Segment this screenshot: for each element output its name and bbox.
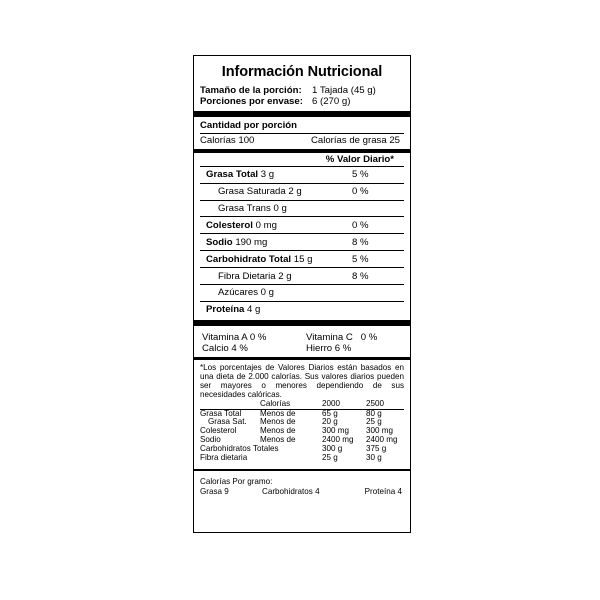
nutrient-name: Fibra Dietaria 2 g [218,270,292,282]
servings-value: 6 (270 g) [312,95,351,107]
medium-divider [194,149,410,153]
vitamin-row-1 [200,332,404,343]
table-row: Colesterol Menos de 300 mg 300 mg [200,426,393,436]
fat-per-gram: Grasa 9 [200,486,229,496]
serving-size-row [200,85,404,96]
calories-per-gram-title: Calorías Por gramo: [200,476,273,486]
table-row: Fibra dietaria 25 g 30 g [200,453,382,463]
nutrient-amount: 190 mg [232,236,268,248]
nutrient-name: Sodio [206,236,233,248]
calories-per-gram-values [200,487,404,497]
nutrient-pct: 0 % [352,219,369,231]
table-row: Carbohidratos Totales 300 g 375 g [200,444,387,454]
nutrient-row-grasa-total [200,166,404,183]
nutrient-name: Carbohidrato Total [206,253,292,265]
serving-size-label: Tamaño de la porción: [200,84,302,96]
label-title: Información Nutricional [221,64,383,80]
servings-per-container-row [200,96,404,107]
table-row: Sodio Menos de 2400 mg 2400 mg [200,435,398,445]
vitamin-c: Vitamina C 0 % [306,331,378,343]
nutrient-row-carbohidrato-total [200,250,404,267]
vitamin-row-2 [200,343,404,354]
calories-from-fat: Calorías de grasa 25 [310,134,400,146]
nutrient-name: Grasa Saturada 2 g [218,186,302,198]
nutrition-facts-label [193,55,411,533]
calories-per-gram [200,477,404,496]
nutrient-row-fibra-dietaria [200,267,404,284]
thick-divider-vitamins [194,320,410,326]
vitamin-a: Vitamina A 0 % [202,331,267,343]
serving-size-value: 1 Tajada (45 g) [312,84,376,96]
nutrient-amount: 3 g [258,169,275,181]
calories-row [200,133,404,146]
carbs-per-gram: Carbohidratos 4 [262,486,320,496]
nutrient-pct: 5 % [352,253,369,265]
thick-divider [194,111,410,117]
nutrient-row-grasa-saturada [200,183,404,200]
nutrient-pct: 8 % [352,236,369,248]
nutrient-amount: 4 g [244,304,261,316]
nutrient-pct: 0 % [352,186,369,198]
table-row: Grasa Sat. Menos de 20 g 25 g [208,417,382,427]
daily-value-header: % Valor Diario* [325,153,394,165]
nutrient-name: Colesterol [206,219,253,231]
nutrient-name: Grasa Total [206,169,259,181]
nutrient-row-proteina [200,301,404,318]
table-row: Grasa Total Menos de 65 g 80 g [200,408,382,418]
hierro: Hierro 6 % [306,342,352,354]
nutrient-amount: 0 mg [252,219,277,231]
nutrient-list [200,166,404,318]
servings-label: Porciones por envase: [200,95,303,107]
daily-values-table [200,400,404,409]
nutrient-pct: 8 % [352,270,369,282]
footnote: *Los porcentajes de Valores Diarios están basados en una dieta de 2.000 calorías. Sus valores diarios pueden ser mayores o menores dependiendo de sus necesidades calóricas. [200,362,404,400]
dv-table-header: Calorías 2000 2500 [260,398,385,408]
nutrient-row-grasa-trans [200,200,404,217]
nutrient-row-sodio [200,233,404,250]
daily-values-body [200,410,404,463]
nutrient-row-azucares [200,284,404,301]
nutrient-amount: 15 g [291,253,313,265]
nutrient-name: Proteína [206,304,245,316]
calcio: Calcio 4 % [202,342,248,354]
serving-info [200,85,404,107]
nutrient-name: Azúcares 0 g [218,287,274,299]
nutrient-name: Grasa Trans 0 g [218,202,287,214]
vitamins-section [200,332,404,354]
calories-per-gram-divider [194,469,410,471]
nutrient-row-colesterol [200,216,404,233]
calories-label: Calorías 100 [200,134,255,146]
protein-per-gram: Proteína 4 [364,486,402,496]
amount-per-serving: Cantidad por porción [200,119,298,131]
nutrient-pct: 5 % [352,169,369,181]
